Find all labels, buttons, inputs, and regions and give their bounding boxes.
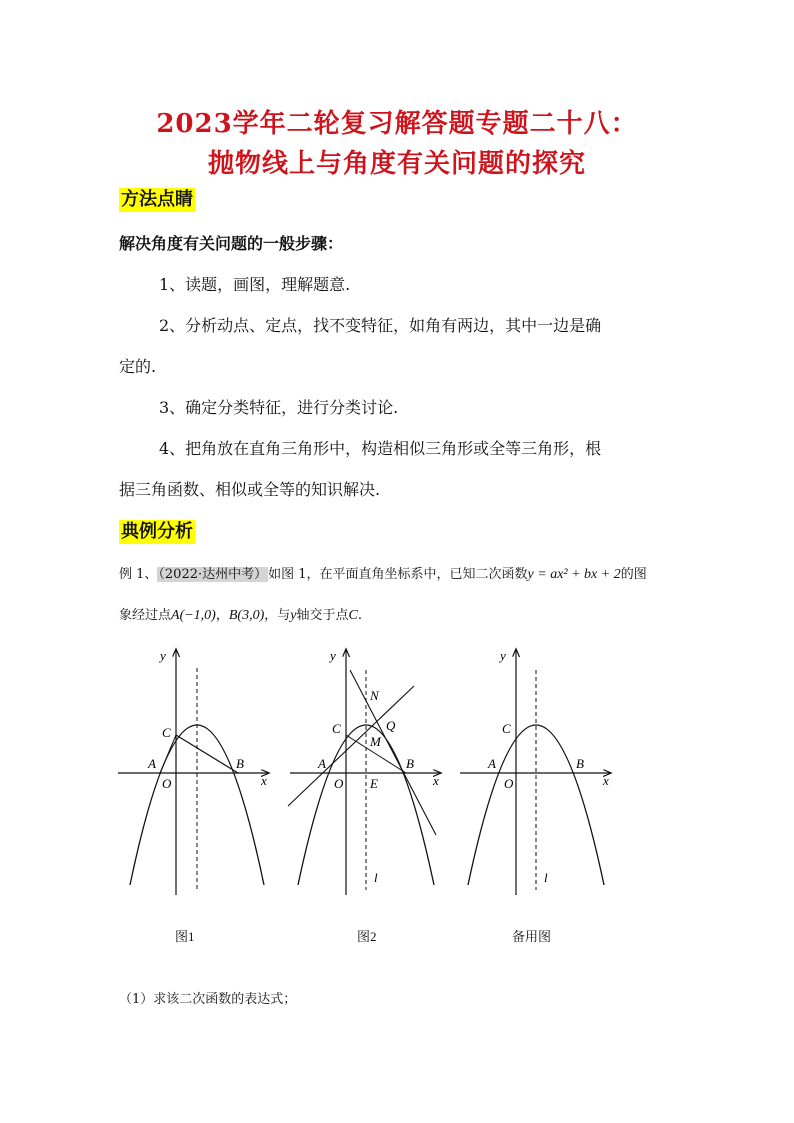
label-c: C (502, 721, 511, 736)
figure-spare (452, 640, 622, 900)
caption-figure-1: 图1 (175, 929, 195, 944)
point-a: A(−1,0) (171, 608, 216, 623)
method-step-1: 1、读题，画图，理解题意. (159, 275, 351, 294)
method-step-2-cont: 定的. (119, 357, 157, 376)
label-o: O (504, 776, 514, 791)
label-o: O (162, 776, 172, 791)
label-e: E (370, 776, 378, 791)
example-prefix: 例 1、 (119, 567, 158, 582)
function-equation: y = ax² + bx + 2 (527, 567, 621, 582)
label-x: x (603, 773, 609, 788)
label-y: y (330, 648, 336, 663)
label-a: A (148, 756, 156, 771)
label-x: x (433, 773, 439, 788)
label-b: B (576, 756, 584, 771)
point-c: C (348, 608, 358, 623)
example-line-1 (119, 565, 679, 585)
figure-1 (110, 640, 280, 900)
y-variable: y (290, 608, 297, 623)
label-a: A (318, 756, 326, 771)
section-heading-example: 典例分析 (121, 521, 193, 542)
example-text-1: 如图 1，在平面直角坐标系中，已知二次函数 (268, 567, 528, 582)
line-through-a (288, 686, 414, 806)
question-1: （1）求该二次函数的表达式； (119, 992, 297, 1007)
page-title-line1: 2023学年二轮复习解答题专题二十八： (156, 109, 638, 139)
page-title-line2: 抛物线上与角度有关问题的探究 (207, 149, 586, 179)
example-text-5: 轴交于点 (296, 608, 349, 623)
label-o: O (334, 776, 344, 791)
label-y: y (160, 648, 166, 663)
label-y: y (500, 648, 506, 663)
example-text-3: 象经过点 (119, 608, 172, 623)
label-l: l (544, 870, 548, 885)
example-text-6: . (357, 608, 362, 623)
source-tag: （2022·达州中考） (158, 567, 268, 582)
label-x: x (261, 773, 267, 788)
method-step-4-cont: 据三角函数、相似或全等的知识解决. (119, 480, 381, 499)
segment-ac (160, 735, 176, 773)
example-line-2 (119, 606, 679, 626)
label-a: A (488, 756, 496, 771)
section-heading-method: 方法点睛 (121, 189, 193, 210)
method-step-3: 3、确定分类特征，进行分类讨论. (159, 398, 399, 417)
point-b: B(3,0) (228, 608, 265, 623)
label-b: B (236, 756, 244, 771)
caption-figure-spare: 备用图 (512, 929, 552, 944)
example-sep: ， (215, 608, 229, 623)
caption-figure-2: 图2 (357, 929, 377, 944)
label-c: C (162, 725, 171, 740)
label-l: l (374, 870, 378, 885)
segment-cb (176, 735, 238, 773)
label-c: C (332, 721, 341, 736)
label-n: N (370, 688, 379, 703)
label-m: M (370, 734, 381, 749)
method-step-2: 2、分析动点、定点，找不变特征，如角有两边，其中一边是确 (159, 316, 602, 335)
label-b: B (406, 756, 414, 771)
method-intro: 解决角度有关问题的一般步骤： (119, 234, 344, 253)
label-q: Q (386, 718, 396, 733)
line-through-b (350, 670, 436, 835)
example-text-4: ，与 (264, 608, 291, 623)
method-step-4: 4、把角放在直角三角形中，构造相似三角形或全等三角形，根 (159, 439, 602, 458)
figure-2 (282, 640, 452, 900)
example-text-2: 的图 (620, 567, 647, 582)
